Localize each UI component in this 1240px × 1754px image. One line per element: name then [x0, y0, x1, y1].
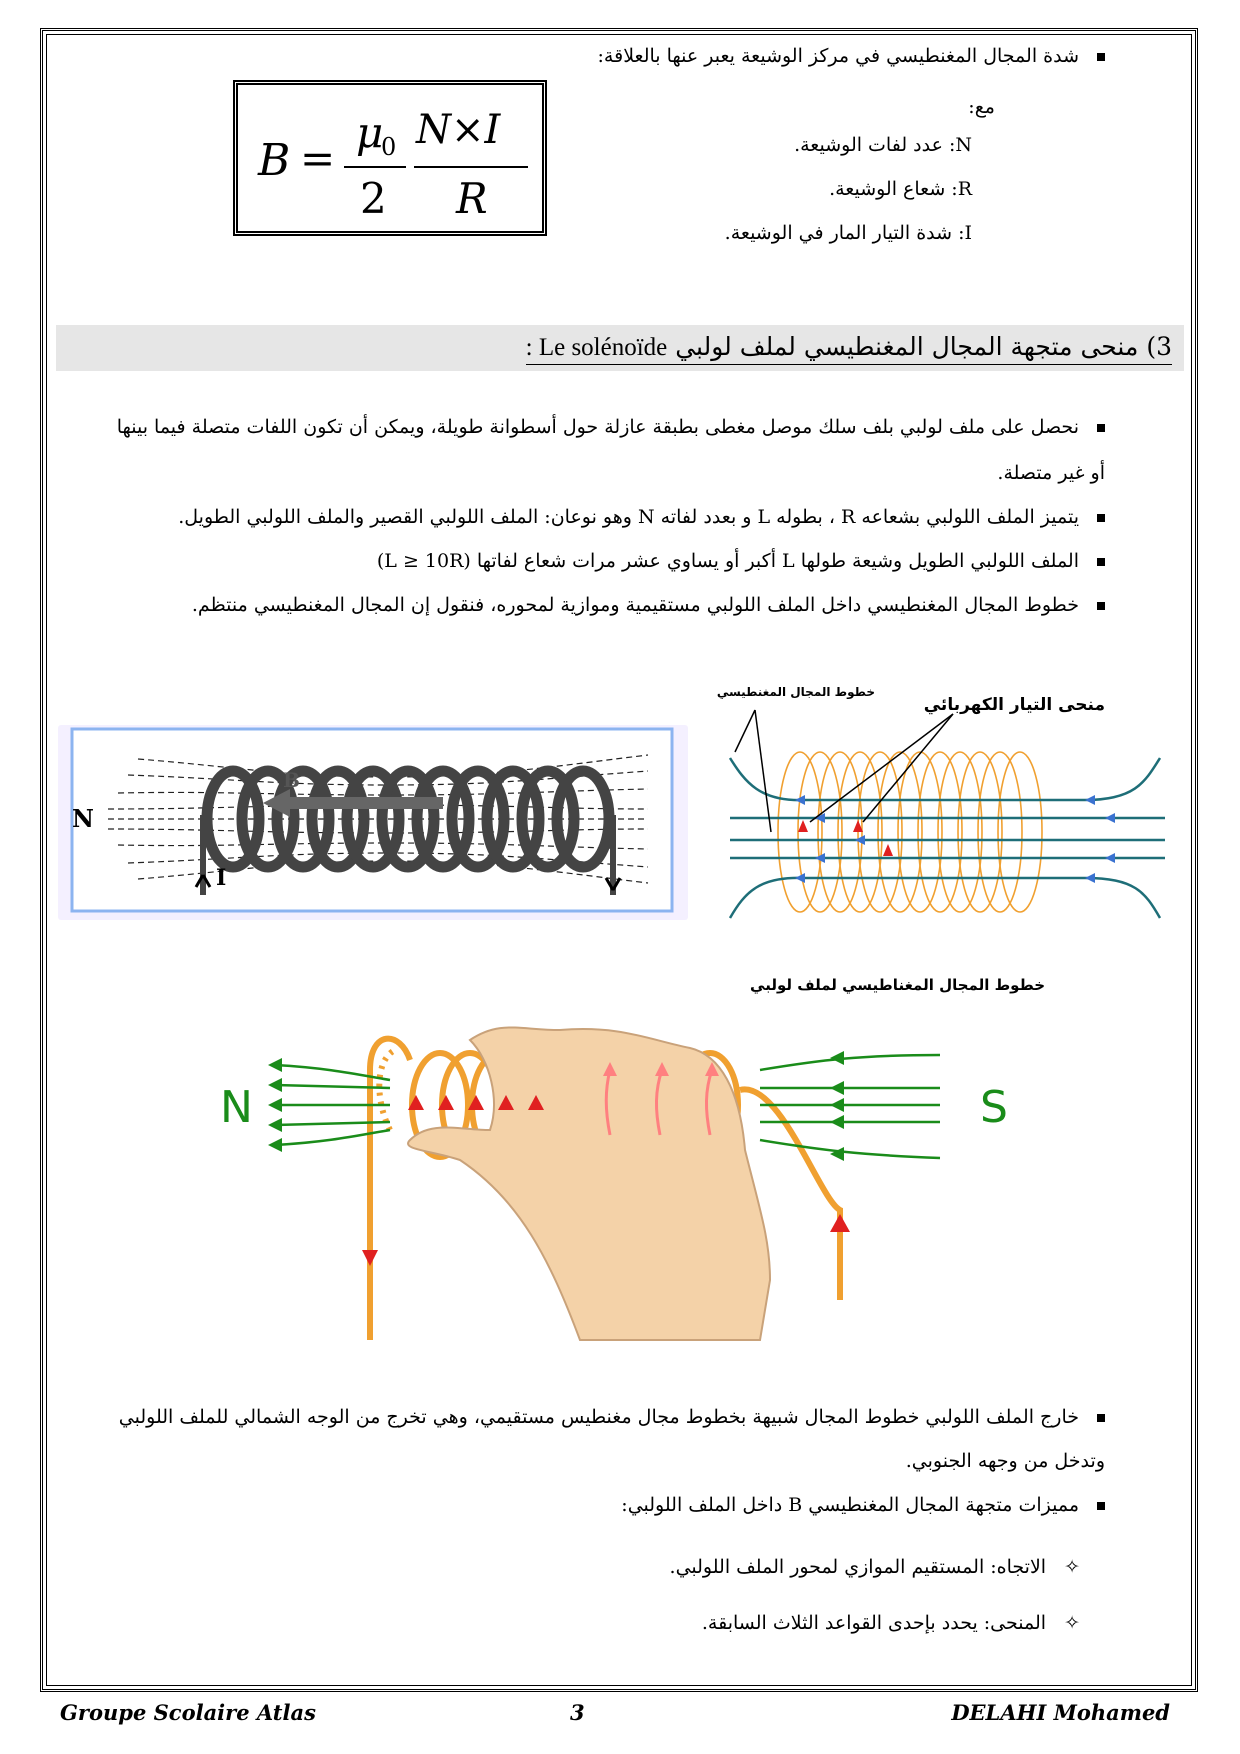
def-i: I: شدة التيار المار في الوشيعة.: [724, 222, 972, 244]
formula-den-right: R: [456, 174, 488, 223]
star-icon: ✧: [1064, 1612, 1080, 1634]
feature-sense: ✧المنحى: يحدد بإحدى القواعد الثلاث السابقة.: [701, 1612, 1080, 1634]
label-north: N: [220, 1082, 253, 1133]
formula-mu-sub: 0: [381, 133, 397, 161]
bullet-features: مميزات متجهة المجال المغنطيسي B داخل الملف اللولبي:: [621, 1494, 1105, 1516]
formula-numerator: N×I: [416, 107, 501, 153]
footer-author: DELAHI Mohamed: [951, 1700, 1170, 1725]
label-n: N: [72, 804, 94, 833]
formula-mu: μ: [356, 108, 384, 157]
def-r: R: شعاع الوشيعة.: [829, 178, 972, 200]
star-icon: ✧: [1064, 1556, 1080, 1578]
figure-caption: خطوط المجال المغناطيسي لملف لولبي: [750, 976, 1045, 994]
label-i: I: [216, 865, 227, 891]
solenoid-3d-diagram: [705, 672, 1185, 1002]
bullet-long-solenoid: الملف اللولبي الطويل وشيعة طولها L أكبر أو يساوي عشر مرات شعاع لفاتها (L ≥ 10R): [377, 550, 1105, 572]
label-field-lines: خطوط المجال المغنطيسي: [716, 685, 875, 699]
bullet-outside-field-cont: وتدخل من وجهه الجنوبي.: [905, 1450, 1105, 1472]
label-current: منحى التيار الكهربائي: [923, 695, 1105, 715]
figure-right-hand-rule: [200, 1000, 1060, 1350]
footer-school: Groupe Scolaire Atlas: [60, 1700, 316, 1725]
label-b: B: [283, 768, 300, 792]
bullet-square: [1097, 1502, 1105, 1510]
hand-rule-diagram: [200, 1000, 1060, 1350]
teal-field-lines: [730, 758, 1165, 918]
footer-page-number: 3: [570, 1700, 585, 1725]
label-south: S: [980, 1082, 1008, 1133]
bullet-square: [1097, 424, 1105, 432]
formula-lhs: B: [258, 135, 291, 186]
formula-den-left: 2: [360, 174, 387, 223]
bullet-square: [1097, 53, 1105, 61]
bullet-solenoid-def-cont: أو غير متصلة.: [997, 462, 1105, 484]
feature-direction: ✧الاتجاه: المستقيم الموازي لمحور الملف اللولبي.: [669, 1556, 1080, 1578]
formula-box: [233, 80, 547, 236]
bullet-characteristics: يتميز الملف اللولبي بشعاعه R ، بطوله L و بعدد لفاته N وهو نوعان: الملف اللولبي القصير والملف اللولبي الطويل.: [178, 506, 1105, 528]
figure-solenoid-lines: [58, 725, 688, 920]
formula: [238, 85, 542, 231]
bullet-uniform-field: خطوط المجال المغنطيسي داخل الملف اللولبي مستقيمية وموازية لمحوره، فنقول إن المجال المغنطيسي منتظم.: [192, 594, 1105, 616]
orange-coil: [778, 752, 1042, 912]
with-label: مع:: [968, 96, 995, 118]
formula-eq: =: [300, 134, 336, 183]
bullet-square: [1097, 1414, 1105, 1422]
bullet-square: [1097, 602, 1105, 610]
section-heading: [56, 325, 1184, 371]
label-pointers: [735, 710, 953, 832]
def-n: N: عدد لفات الوشيعة.: [794, 134, 972, 156]
figure-solenoid-3d: [705, 672, 1185, 1002]
bullet-outside-field: خارج الملف اللولبي خطوط المجال شبيهة بخطوط مجال مغنطيس مستقيمي، وهي تخرج من الوجه الشمالي للملف اللولبي: [119, 1406, 1105, 1428]
bullet-solenoid-def: نحصل على ملف لولبي بلف سلك موصل مغطى بطبقة عازلة حول أسطوانة طويلة، ويمكن أن تكون اللفات متصلة فيما بينها: [117, 416, 1105, 438]
bullet-square: [1097, 514, 1105, 522]
solenoid-diagram: [58, 725, 688, 920]
intro-bullet: شدة المجال المغنطيسي في مركز الوشيعة يعبر عنها بالعلاقة:: [598, 45, 1105, 67]
section-title: 3) منحى متجهة المجال المغنطيسي لملف لولبي Le solénoïde :: [526, 332, 1172, 365]
bullet-square: [1097, 558, 1105, 566]
